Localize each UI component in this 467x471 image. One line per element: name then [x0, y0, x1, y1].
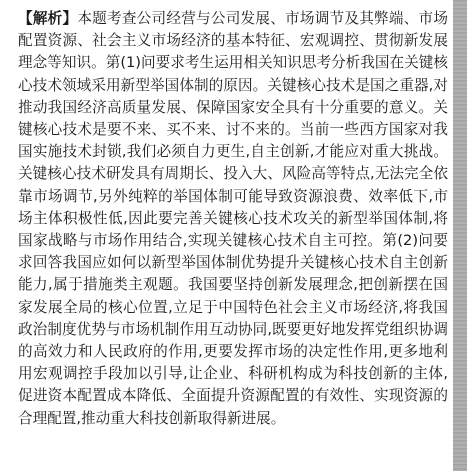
analysis-body: 本题考查公司经营与公司发展、市场调节及其弊端、市场配置资源、社会主义市场经济的基本特征、宏观调控、贯彻新发展理念等知识。第(1)问要求考生运用相关知识思考分析我国在关键核心技术领域采用新型举国体制的原因。关键核心技术是国之重器,对推动我国经济高质量发展、保障国家安全具有十分重要的意义。关键核心技术是要不来、买不来、讨不来的。当前一些西方国家对我国实施技术封锁,我们必须自力更生,自主创新,才能应对重大挑战。关键核心技术研发具有周期长、投入大、风险高等特点,无法完全依靠市场调节,另外纯粹的举国体制可能导致资源浪费、效率低下,市场主体积极性低,因此要完善关键核心技术攻关的新型举国体制,将国家战略与市场作用结合,实现关键核心技术自主可控。第(2)问要求回答我国应如何以新型举国体制优势提升关键核心技术自主创新能力,属于措施类主观题。我国要坚持创新发展理念,把创新摆在国家发展全局的核心位置,立足于中国特色社会主义市场经济,将我国政治制度优势与市场机制作用互动协同,既要更好地发挥党组织协调的高效力和人民政府的作用,更要发挥市场的决定性作用,更多地利用宏观调控手段加以引导,让企业、科研机构成为科技创新的主体,促进资本配置成本降低、全面提升资源配置的有效性、实现资源的合理配置,推动重大科技创新取得新进展。 — [18, 10, 448, 427]
page-edge-shadow — [453, 0, 467, 471]
analysis-tag: 【解析】 — [18, 10, 78, 27]
analysis-paragraph — [18, 8, 448, 430]
